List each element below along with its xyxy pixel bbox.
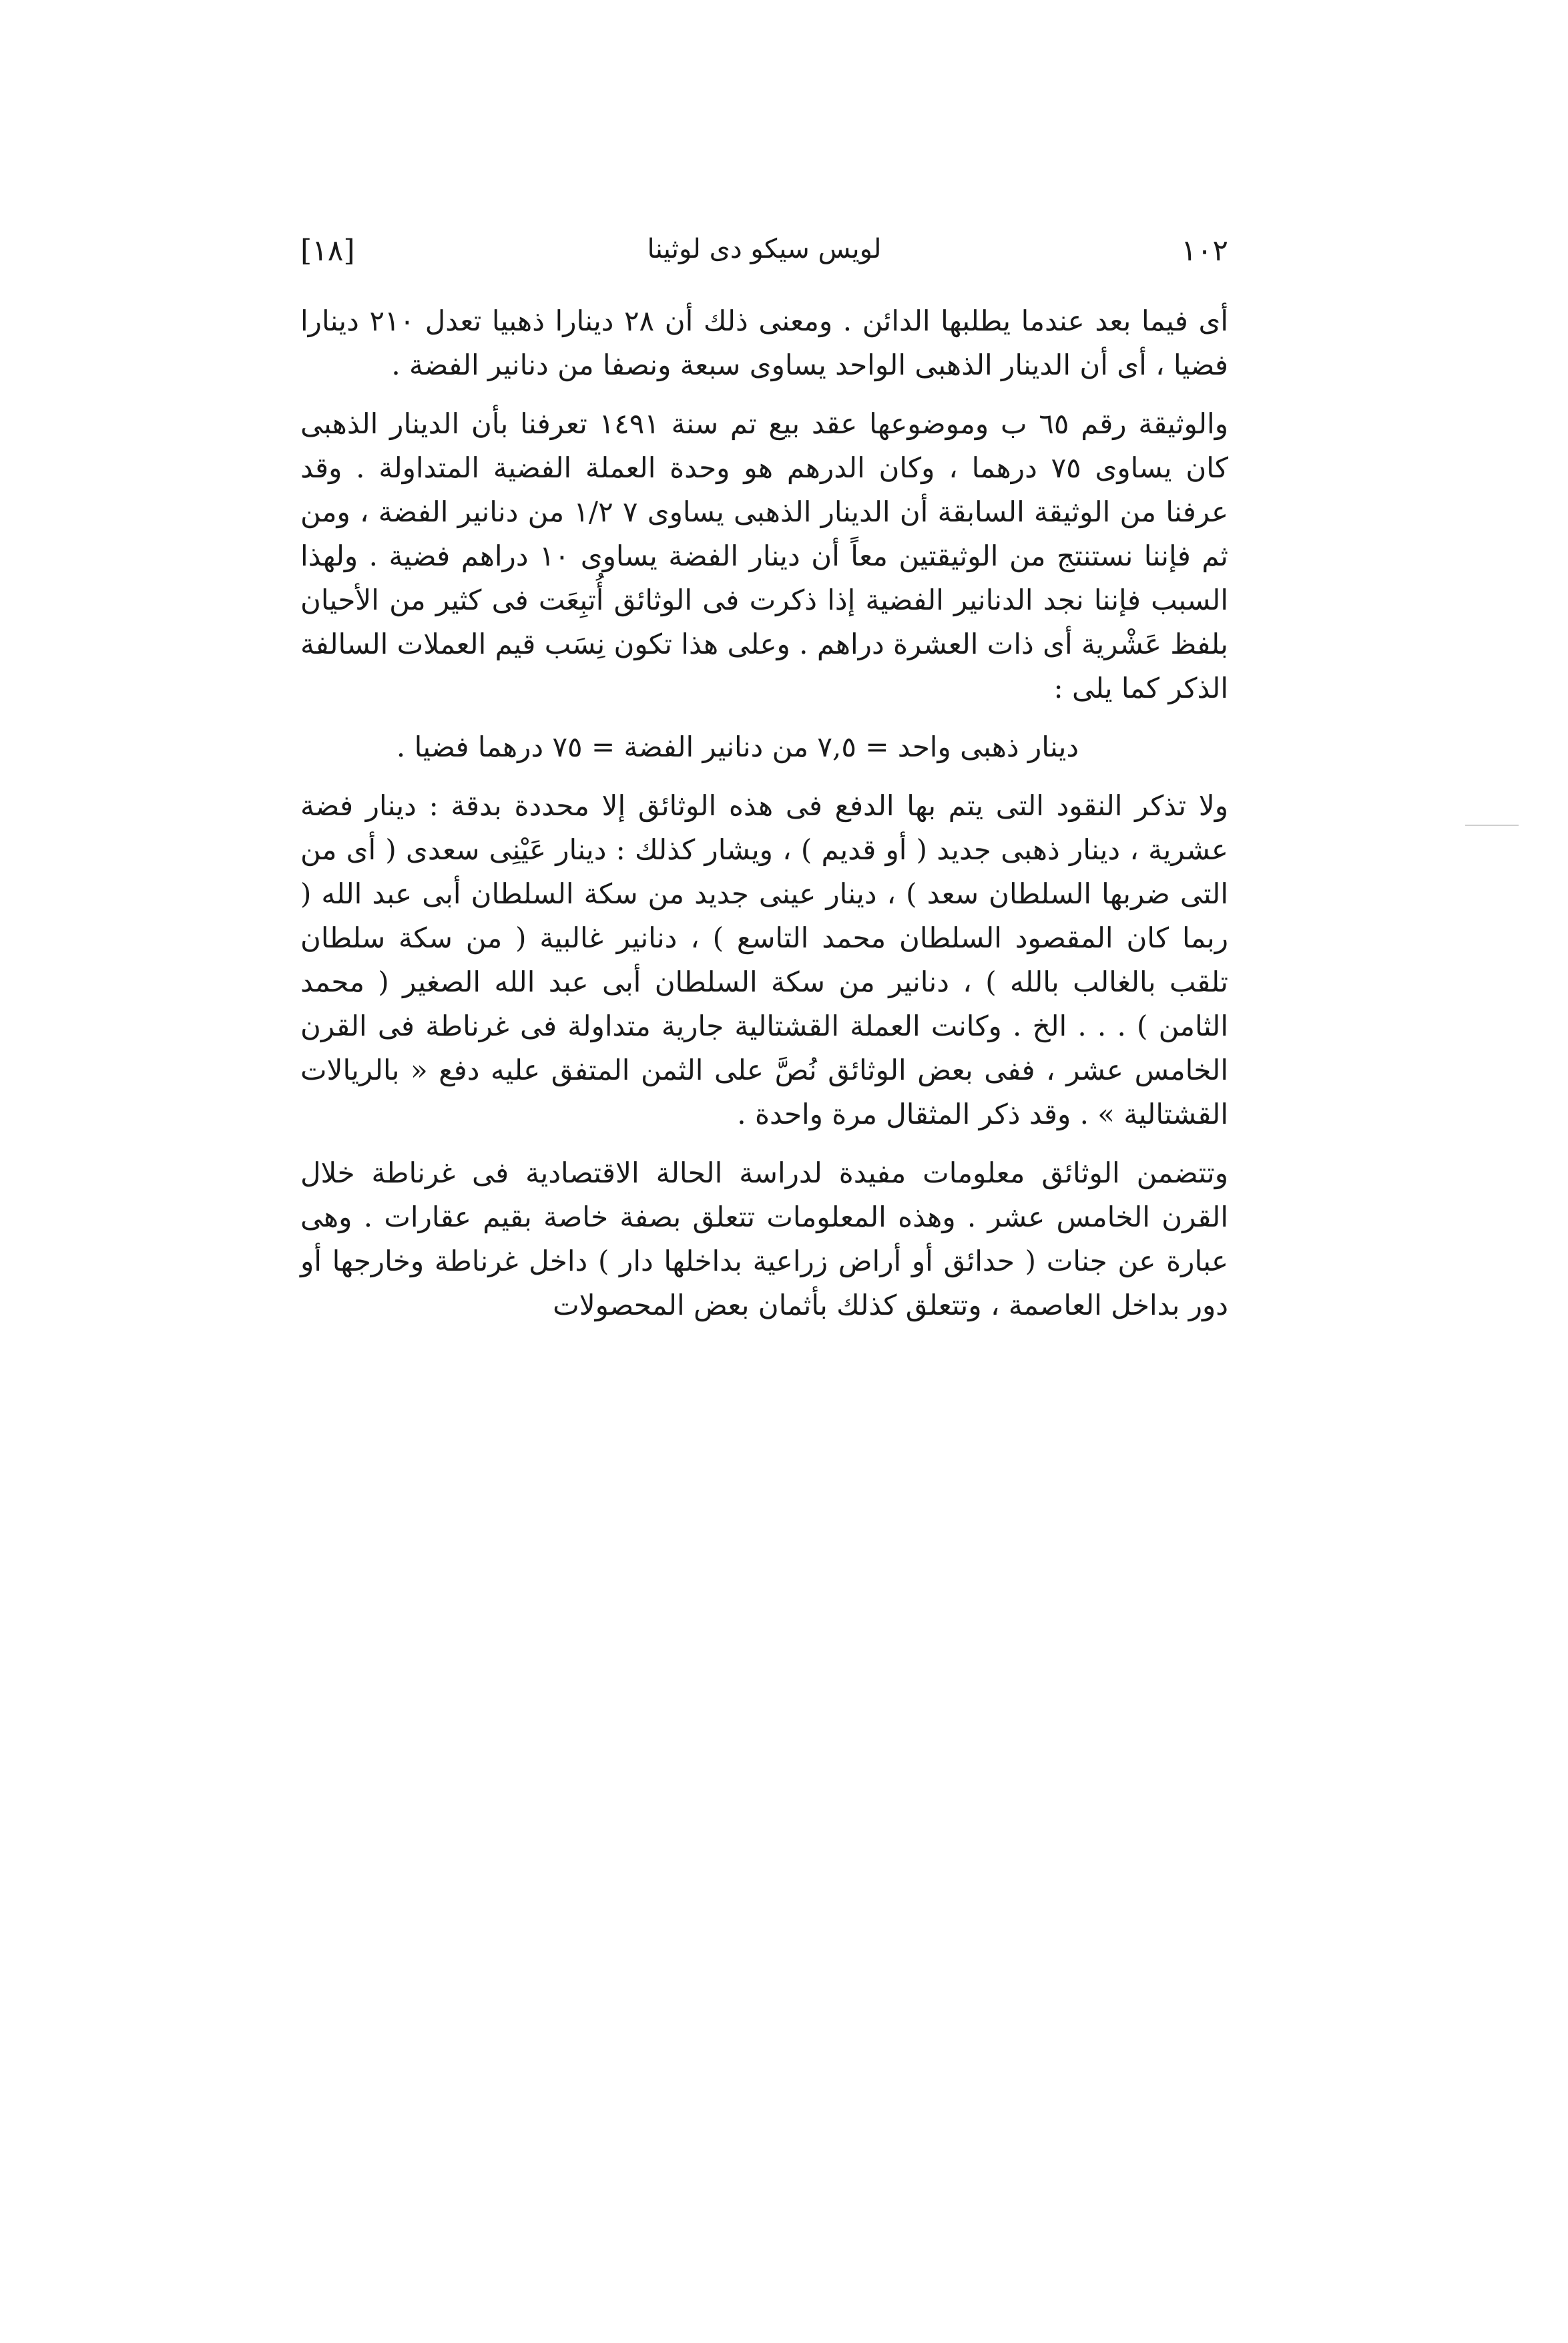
running-title: لويس سيكو دى لوثينا: [647, 234, 882, 264]
paragraph-3: ولا تذكر النقود التى يتم بها الدفع فى هذه الوثائق إلا محددة بدقة : دينار فضة عشرية ، دينار ذهبى جديد ( أو قديم ) ، ويشار كذلك : دينار عَيْنِى سعدى ( أى من التى ضربها السلطان سعد ) ، دينار عينى جديد من سكة السلطان أبى عبد الله ( ربما كان المقصود السلطان محمد التاسع ) ، دنانير غالبية ( من سكة سلطان تلقب بالغالب بالله ) ، دنانير من سكة السلطان أبى عبد الله الصغير ( محمد الثامن ) . . . الخ . وكانت العملة القشتالية جارية متداولة فى غرناطة فى القرن الخامس عشر ، ففى بعض الوثائق نُصَّ على الثمن المتفق عليه دفع « بالريالات القشتالية » . وقد ذكر المثقال مرة واحدة .: [300, 789, 1228, 1130]
page-number: ١٠٢: [1181, 234, 1228, 268]
paragraph-4: وتتضمن الوثائق معلومات مفيدة لدراسة الحالة الاقتصادية فى غرناطة خلال القرن الخامس عشر . وهذه المعلومات تتعلق بصفة خاصة بقيم عقارات . وهى عبارة عن جنات ( حدائق أو أراض زراعية بداخلها دار ) داخل غرناطة وخارجها أو دور بداخل العاصمة ، وتتعلق كذلك بأثمان بعض المحصولات: [300, 1156, 1228, 1321]
paragraph-1: أى فيما بعد عندما يطلبها الدائن . ومعنى ذلك أن ٢٨ دينارا ذهبيا تعدل ٢١٠ دينارا فضيا ، أى أن الدينار الذهبى الواحد يساوى سبعة ونصفا من دنانير الفضة .: [300, 304, 1228, 381]
paragraph-2: والوثيقة رقم ٦٥ ب وموضوعها عقد بيع تم سنة ١٤٩١ تعرفنا بأن الدينار الذهبى كان يساوى ٧٥ درهما ، وكان الدرهم هو وحدة العملة الفضية المتداولة . وقد عرفنا من الوثيقة السابقة أن الدينار الذهبى يساوى ٧ ١/٢ من دنانير الفضة ، ومن ثم فإننا نستنتج من الوثيقتين معاً أن دينار الفضة يساوى ١٠ دراهم فضية . ولهذا السبب فإننا نجد الدنانير الفضية إذا ذكرت فى الوثائق أُتبِعَت فى كثير من الأحيان بلفظ عَشْرية أى ذات العشرة دراهم . وعلى هذا تكون نِسَب قيم العملات السالفة الذكر كما يلى :: [300, 407, 1229, 704]
margin-mark: [1465, 825, 1519, 826]
chapter-number: [١٨]: [300, 234, 355, 268]
body-text: [300, 299, 1228, 1327]
page-header: [300, 234, 1228, 280]
currency-equation: دينار ذهبى واحد = ٧,٥ من دنانير الفضة = ٧٥ درهما فضيا .: [396, 730, 1079, 763]
